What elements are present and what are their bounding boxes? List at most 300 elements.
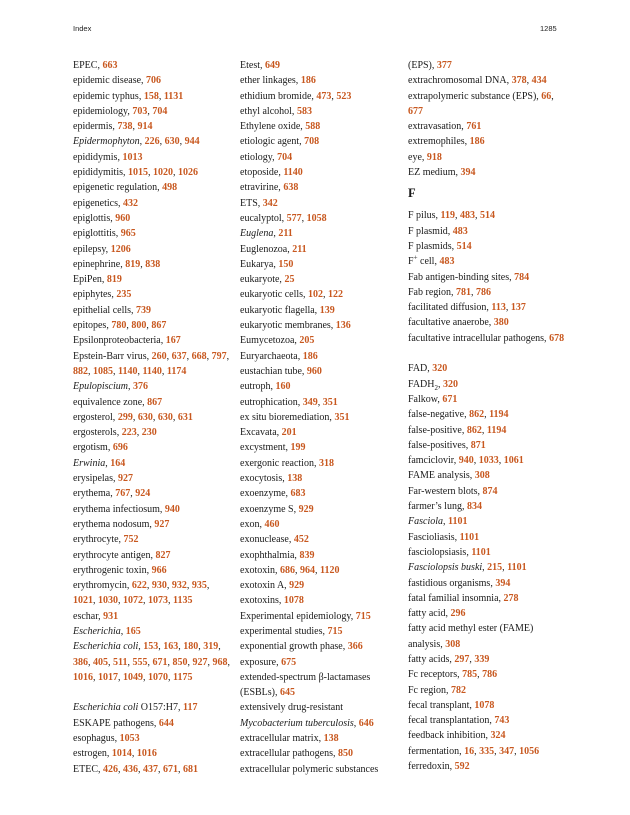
index-entry: ETEC, 426, 436, 437, 671, 681 <box>73 763 198 775</box>
index-entry: epinephrine, 819, 838 <box>73 258 161 270</box>
index-term: Eukarya, <box>240 258 279 270</box>
page-link[interactable]: 319 <box>203 641 219 653</box>
index-term-suffix: , <box>482 562 488 574</box>
page-link[interactable]: 1070 <box>148 671 168 683</box>
page-link[interactable]: 498 <box>162 182 178 194</box>
index-term: erythrocyte antigen, <box>73 549 156 561</box>
page-link[interactable]: 782 <box>451 684 467 696</box>
page-link[interactable]: 555 <box>132 656 148 668</box>
page-link[interactable]: 117 <box>183 702 198 714</box>
page-link[interactable]: 1101 <box>459 531 480 543</box>
page-link[interactable]: 1020 <box>153 167 173 179</box>
page-link[interactable]: 935 <box>191 580 207 592</box>
page-link[interactable]: 164 <box>110 457 126 469</box>
page-link[interactable]: 1030 <box>98 595 118 607</box>
page-link[interactable]: 380 <box>493 317 509 329</box>
page-link[interactable]: 483 <box>452 225 468 237</box>
page-link[interactable]: 819 <box>106 274 122 286</box>
page-link[interactable]: 960 <box>115 212 131 224</box>
index-term: Escherichia <box>73 625 121 637</box>
page-link[interactable]: 473 <box>316 90 332 102</box>
page-link[interactable]: 1013 <box>122 151 143 163</box>
index-term-italic: Mycobacterium tuberculosis <box>240 717 354 729</box>
index-term: F <box>408 256 414 268</box>
page-link[interactable]: 235 <box>116 289 132 301</box>
page-link[interactable]: 862 <box>469 409 485 421</box>
page-link[interactable]: 119 <box>440 210 455 222</box>
index-entry <box>240 517 398 532</box>
page-link[interactable]: 929 <box>289 580 305 592</box>
index-entry <box>73 150 231 165</box>
page-link[interactable]: 681 <box>183 763 198 775</box>
page-link[interactable]: 483 <box>459 210 475 222</box>
index-term: F plasmids, <box>408 240 457 252</box>
index-term: erythrocyte, <box>73 534 124 546</box>
page-link[interactable]: 138 <box>323 733 339 745</box>
page-link[interactable]: 66 <box>541 90 552 102</box>
page-link[interactable]: 871 <box>470 439 486 451</box>
index-term: eustachian tube, <box>240 365 307 377</box>
page-link[interactable]: 339 <box>474 653 490 665</box>
page-link[interactable]: 1101 <box>471 546 491 558</box>
page-link[interactable]: 583 <box>296 105 312 117</box>
page-link[interactable]: 1175 <box>173 671 193 683</box>
page-link[interactable]: 1206 <box>110 243 131 255</box>
page-link[interactable]: 226 <box>144 136 160 148</box>
page-link[interactable]: 588 <box>305 121 321 133</box>
index-entry <box>408 606 566 621</box>
page-link[interactable]: 965 <box>120 228 136 240</box>
page-link[interactable]: 483 <box>439 256 455 268</box>
page-link[interactable]: 630 <box>137 411 153 423</box>
page-link[interactable]: 781 <box>456 286 472 298</box>
index-term: epidemiology, <box>73 105 133 117</box>
page-link[interactable]: 678 <box>549 332 565 344</box>
page-link[interactable]: 297 <box>454 653 470 665</box>
page-link[interactable]: 671 <box>152 656 168 668</box>
page-link[interactable]: 677 <box>408 105 423 117</box>
index-entry <box>408 270 566 285</box>
page-link[interactable]: 405 <box>93 656 108 668</box>
index-entry <box>73 532 231 547</box>
page-link[interactable]: 739 <box>136 304 152 316</box>
page-link[interactable]: 686 <box>280 564 295 576</box>
page-link[interactable]: 767 <box>115 488 131 500</box>
page-link[interactable]: 964 <box>300 564 315 576</box>
index-term: ethidium bromide, <box>240 90 317 102</box>
index-entry <box>240 639 398 654</box>
page-link[interactable]: 1015 <box>128 167 148 179</box>
index-entry <box>73 731 231 746</box>
page-link[interactable]: 1078 <box>283 595 304 607</box>
index-entry <box>408 58 566 73</box>
page-link[interactable]: 386 <box>73 656 88 668</box>
index-term: exotoxins, <box>240 595 284 607</box>
page-link[interactable]: 278 <box>503 592 519 604</box>
index-term: eukaryotic flagella, <box>240 304 320 316</box>
index-entry <box>240 731 398 746</box>
index-entry <box>73 440 231 455</box>
page-link[interactable]: 914 <box>137 121 153 133</box>
page-link[interactable]: 839 <box>299 549 315 561</box>
page-link[interactable]: 1021 <box>73 595 93 607</box>
index-entry <box>73 379 231 394</box>
page-link[interactable]: 838 <box>145 258 161 270</box>
index-entry: estrogen, 1014, 1016 <box>73 748 157 760</box>
page-link[interactable]: 924 <box>135 488 151 500</box>
page-link[interactable]: 523 <box>336 90 352 102</box>
page-link[interactable]: 862 <box>466 424 482 436</box>
page-link[interactable]: 1026 <box>178 167 198 179</box>
page-link[interactable]: 167 <box>165 335 181 347</box>
index-entry <box>408 514 566 529</box>
page-link[interactable]: 320 <box>432 363 448 375</box>
index-term: fatal familial insomnia, <box>408 592 504 604</box>
page-link[interactable]: 136 <box>335 320 351 332</box>
page-link[interactable]: 646 <box>358 717 374 729</box>
index-entry <box>408 545 566 560</box>
page-link[interactable]: 230 <box>141 427 157 439</box>
index-term: epigenetics, <box>73 197 123 209</box>
page-link[interactable]: 738 <box>117 121 133 133</box>
page-link[interactable]: 426 <box>103 763 118 775</box>
page-link[interactable]: 342 <box>262 197 278 209</box>
page-link[interactable]: 349 <box>302 396 318 408</box>
index-term-suffix: , <box>139 136 145 148</box>
index-term: erythema infectiosum, <box>73 503 165 515</box>
index-entry <box>240 333 398 348</box>
page-link[interactable]: 1135 <box>173 595 193 607</box>
index-entry <box>408 576 566 591</box>
page-link[interactable]: 927 <box>118 473 133 485</box>
page-link[interactable]: 460 <box>264 518 280 530</box>
page-link[interactable]: 850 <box>338 748 354 760</box>
index-entry <box>73 196 231 211</box>
page-link[interactable]: 966 <box>151 564 167 576</box>
index-entry <box>240 425 398 440</box>
page-link[interactable]: 944 <box>184 136 200 148</box>
index-term: etiology, <box>240 151 278 163</box>
index-entry: epidemic typhus, 158, 1131 <box>73 90 184 102</box>
page-link[interactable]: 927 <box>192 656 208 668</box>
index-entry <box>240 257 398 272</box>
page-link[interactable]: 1056 <box>519 745 540 757</box>
index-term: epididymitis, <box>73 167 128 179</box>
page-link[interactable]: 25 <box>284 274 295 286</box>
page-link[interactable]: 437 <box>143 763 158 775</box>
page-link[interactable]: 320 <box>442 378 458 390</box>
index-term: Falkow, <box>408 393 443 405</box>
page-link[interactable]: 671 <box>442 393 458 405</box>
page-link[interactable]: 834 <box>466 501 482 513</box>
page-link[interactable]: 201 <box>281 427 297 439</box>
page-link[interactable]: 1061 <box>503 455 524 467</box>
index-entry <box>408 713 566 728</box>
page-link[interactable]: 296 <box>450 608 466 620</box>
page-link[interactable]: 645 <box>280 687 295 699</box>
page-link[interactable]: 675 <box>281 656 297 668</box>
index-entry <box>240 700 398 731</box>
index-entry <box>240 762 398 777</box>
page-link[interactable]: 186 <box>300 75 316 87</box>
page-link[interactable]: 703 <box>132 105 148 117</box>
page-link[interactable]: 631 <box>177 411 193 423</box>
index-entry <box>240 73 398 88</box>
page-link[interactable]: 215 <box>487 562 503 574</box>
page-link[interactable]: 927 <box>154 518 170 530</box>
page-link[interactable]: 1140 <box>142 365 162 377</box>
page-link[interactable]: 630 <box>164 136 180 148</box>
page-link[interactable]: 1014 <box>111 748 132 760</box>
page-link[interactable]: 376 <box>133 381 148 393</box>
index-entry <box>240 486 398 501</box>
index-entry <box>240 226 398 241</box>
page-link[interactable]: 150 <box>278 258 294 270</box>
page-link[interactable]: 138 <box>287 473 303 485</box>
page-link[interactable]: 211 <box>278 228 293 240</box>
page-link[interactable]: 1072 <box>123 595 143 607</box>
page-link[interactable]: 102 <box>308 289 324 301</box>
page-link[interactable]: 211 <box>292 243 307 255</box>
page-link[interactable]: 514 <box>479 210 495 222</box>
page-link[interactable]: 704 <box>152 105 168 117</box>
index-term: exocytosis, <box>240 473 288 485</box>
page-link[interactable]: 1085 <box>93 365 113 377</box>
page-link[interactable]: 378 <box>511 75 527 87</box>
page-link[interactable]: 784 <box>514 271 530 283</box>
page-link[interactable]: 708 <box>304 136 320 148</box>
index-entry <box>408 468 566 483</box>
page-link[interactable]: 394 <box>495 577 511 589</box>
page-link[interactable]: 1194 <box>486 424 507 436</box>
page-link[interactable]: 137 <box>510 302 526 314</box>
index-entry <box>240 624 398 639</box>
index-term: fecal transplantation, <box>408 715 495 727</box>
page-link[interactable]: 113 <box>491 302 506 314</box>
index-term-suffix: , <box>353 717 359 729</box>
page-link[interactable]: 1049 <box>123 671 143 683</box>
page-link[interactable]: 1120 <box>320 564 340 576</box>
page-link[interactable]: 1101 <box>448 516 468 528</box>
page-link[interactable]: 932 <box>171 580 187 592</box>
index-term: ESKAPE pathogens, <box>73 717 159 729</box>
index-entry <box>408 331 566 362</box>
page-link[interactable]: 436 <box>123 763 138 775</box>
page-link[interactable]: 592 <box>454 761 470 773</box>
page-link[interactable]: 930 <box>151 580 167 592</box>
page-link[interactable]: 324 <box>490 730 506 742</box>
page-link[interactable]: 186 <box>469 136 485 148</box>
page-link[interactable]: 780 <box>111 320 127 332</box>
index-entry <box>73 395 231 410</box>
page-link[interactable]: 638 <box>283 182 299 194</box>
index-term: extrapolymeric substance (EPS), <box>408 90 542 102</box>
index-term: extracellular polymeric substances <box>240 763 379 775</box>
page-link[interactable]: 432 <box>122 197 138 209</box>
index-entry <box>73 716 231 731</box>
index-term: epidemic disease, <box>73 75 147 87</box>
index-entry <box>73 73 231 88</box>
page-link[interactable]: 968 <box>212 656 228 668</box>
page-link[interactable]: 663 <box>102 60 118 71</box>
page-link[interactable]: 752 <box>123 534 139 546</box>
page-link[interactable]: 800 <box>131 320 147 332</box>
page-link[interactable]: 715 <box>327 625 343 637</box>
index-term: eutroph, <box>240 381 276 393</box>
page-link[interactable]: 1194 <box>489 409 509 421</box>
index-term: EpiPen, <box>73 274 107 286</box>
page-link[interactable]: 199 <box>290 442 306 454</box>
index-term: Experimental epidemiology, <box>240 610 356 622</box>
index-term: estrogen, <box>73 748 112 760</box>
page-link[interactable]: 158 <box>143 90 159 102</box>
page-link[interactable]: 630 <box>157 411 173 423</box>
index-term-suffix: , <box>138 641 144 653</box>
index-term: epigenetic regulation, <box>73 182 163 194</box>
page-link[interactable]: 637 <box>171 350 187 362</box>
page-link[interactable]: 761 <box>466 121 482 133</box>
page-link[interactable]: 1033 <box>478 455 499 467</box>
page-link[interactable]: 318 <box>318 457 334 469</box>
page-link[interactable]: 706 <box>146 75 162 87</box>
page-link[interactable]: 1016 <box>136 748 157 760</box>
page-link[interactable]: 671 <box>163 763 178 775</box>
index-term: fermentation, <box>408 745 465 757</box>
page-link[interactable]: 797 <box>211 350 227 362</box>
index-entry <box>240 440 398 455</box>
page-link[interactable]: 1053 <box>119 733 140 745</box>
index-term: epidermis, <box>73 121 118 133</box>
page-link[interactable]: 940 <box>164 503 180 515</box>
page-link[interactable]: 867 <box>151 320 167 332</box>
page-link[interactable]: 644 <box>158 717 174 729</box>
page-link[interactable]: 827 <box>155 549 171 561</box>
page-link[interactable]: 918 <box>426 151 442 163</box>
page-link[interactable]: 785 <box>462 669 478 681</box>
index-term: fatty acid methyl ester (FAME) analysis, <box>408 623 534 650</box>
index-entry <box>73 180 231 195</box>
page-link[interactable]: 139 <box>319 304 335 316</box>
page-link[interactable]: 786 <box>476 286 492 298</box>
page-link[interactable]: 1174 <box>166 365 187 377</box>
page-link[interactable]: 931 <box>103 610 119 622</box>
index-term: Euglena <box>240 228 274 240</box>
page-link[interactable]: 377 <box>436 60 452 71</box>
index-term-suffix: , <box>437 378 443 390</box>
page-link[interactable]: 514 <box>456 240 472 252</box>
page-link[interactable]: 163 <box>163 641 179 653</box>
index-term: extravasation, <box>408 121 467 133</box>
page-link[interactable]: 786 <box>482 669 498 681</box>
page-link[interactable]: 186 <box>302 350 318 362</box>
page-link[interactable]: 180 <box>183 641 199 653</box>
index-term: ergotism, <box>73 442 113 454</box>
index-entry: erythema, 767, 924 <box>73 488 151 500</box>
page-link[interactable]: 960 <box>306 365 322 377</box>
index-entry: Fasciolopsis buski, 215, 1101 <box>408 562 527 574</box>
page-link[interactable]: 260 <box>151 350 167 362</box>
page-link[interactable]: 434 <box>531 75 547 87</box>
page-link[interactable]: 940 <box>458 455 474 467</box>
page-link[interactable]: 160 <box>275 381 291 393</box>
page-link[interactable]: 850 <box>172 656 188 668</box>
page-link[interactable]: 668 <box>191 350 207 362</box>
page-link[interactable]: 874 <box>482 485 498 497</box>
index-term-suffix: , <box>105 457 111 469</box>
index-entry <box>240 119 398 134</box>
page-link[interactable]: 351 <box>334 411 350 423</box>
page-link[interactable]: 577 <box>286 212 302 224</box>
page-link[interactable]: 1131 <box>163 90 184 102</box>
index-entry: epitopes, 780, 800, 867 <box>73 320 167 332</box>
page-link[interactable]: 351 <box>322 396 338 408</box>
page-link[interactable]: 122 <box>328 289 344 301</box>
page-link[interactable]: 299 <box>117 411 133 423</box>
page-link[interactable]: 205 <box>299 335 315 347</box>
page-link[interactable]: 867 <box>147 396 163 408</box>
page-link[interactable]: 153 <box>143 641 159 653</box>
page-link[interactable]: 1058 <box>306 212 327 224</box>
index-term: epitopes, <box>73 320 112 332</box>
index-entry <box>408 499 566 514</box>
page-link[interactable]: 452 <box>293 534 309 546</box>
index-entry <box>240 134 398 149</box>
page-link[interactable]: 394 <box>460 167 476 179</box>
index-term: exotoxin, <box>240 564 280 576</box>
page-link[interactable]: 308 <box>474 470 490 482</box>
page-link[interactable]: 1140 <box>118 365 138 377</box>
page-link[interactable]: 347 <box>499 745 515 757</box>
index-term: extrachromosomal DNA, <box>408 75 512 87</box>
index-term: Ethylene oxide, <box>240 121 306 133</box>
page-link[interactable]: 882 <box>73 365 88 377</box>
index-term: EPEC, <box>73 60 103 71</box>
page-link[interactable]: 622 <box>131 580 147 592</box>
page-link[interactable]: 511 <box>113 656 128 668</box>
page-link[interactable]: 1078 <box>474 699 495 711</box>
index-term: fastidious organisms, <box>408 577 496 589</box>
page-link[interactable]: 308 <box>445 638 461 650</box>
page-link[interactable]: 1073 <box>148 595 168 607</box>
page-link[interactable]: 1101 <box>507 562 527 574</box>
page-link[interactable]: 929 <box>298 503 314 515</box>
page-link[interactable]: 696 <box>112 442 128 454</box>
page-link[interactable]: 366 <box>347 641 363 653</box>
page-link[interactable]: 1017 <box>98 671 118 683</box>
page-link[interactable]: 819 <box>125 258 141 270</box>
page-link[interactable]: 704 <box>277 151 293 163</box>
index-term: FADH <box>408 378 435 390</box>
page-link[interactable]: 165 <box>125 625 141 637</box>
index-term: exophthalmia, <box>240 549 300 561</box>
index-entry: epidermis, 738, 914 <box>73 121 153 133</box>
index-entry <box>408 254 566 269</box>
page-link[interactable]: 743 <box>494 715 510 727</box>
page-link[interactable]: 223 <box>121 427 137 439</box>
index-term: ETEC, <box>73 763 103 775</box>
page-link[interactable]: 16 <box>464 745 475 757</box>
index-entry <box>240 303 398 318</box>
page-link[interactable]: 1016 <box>73 671 93 683</box>
page-link[interactable]: 715 <box>355 610 371 622</box>
index-entry: facilitated diffusion, 113, 137 <box>408 302 526 314</box>
page-link[interactable]: 1140 <box>283 167 303 179</box>
page-link[interactable]: 683 <box>290 488 306 500</box>
index-term: Escherichia coli <box>73 702 139 714</box>
page-link[interactable]: 649 <box>265 60 280 71</box>
index-entry <box>240 104 398 119</box>
page-link[interactable]: 335 <box>479 745 495 757</box>
